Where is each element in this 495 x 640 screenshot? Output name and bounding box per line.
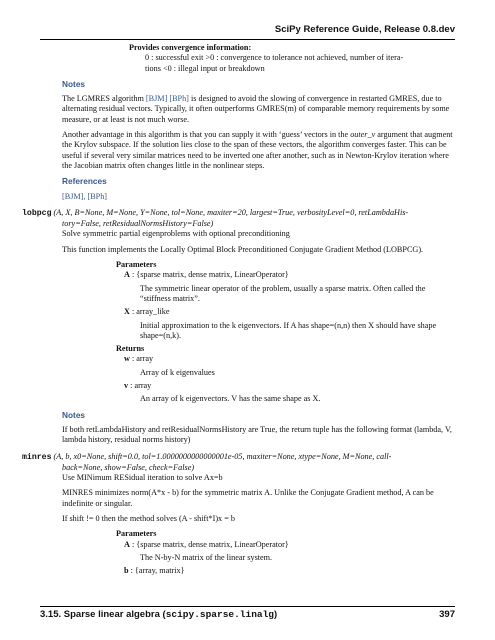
param-a-desc: The N-by-N matrix of the linear system. xyxy=(140,552,273,562)
footer-module-name: scipy.sparse.linalg xyxy=(165,609,275,620)
references-heading: References xyxy=(62,176,107,187)
outer-v-arg: outer_v xyxy=(350,130,376,140)
text: argument that augment the Krylov subspace. If the solution lies close to the span of these vectors, the algorithm converges faster. This can be useful if several very similar matrices need to be inverted one after another, such as in Newton-Krylov iteration where the Jacobian matrix often changes little in the nonlinear steps. xyxy=(62,130,453,170)
param-name: A xyxy=(124,539,130,549)
return-v-desc: An array of k eigenvectors. V has the same shape as X. xyxy=(140,394,321,404)
convergence-heading: Provides convergence information: xyxy=(129,43,252,52)
citation-links[interactable]: [BJM] [BPh] xyxy=(145,94,189,104)
convergence-line-2: tions <0 : illegal input or breakdown xyxy=(145,63,265,73)
returns-heading: Returns xyxy=(116,344,145,354)
lobpcg-notes-heading: Notes xyxy=(62,409,86,420)
param-b xyxy=(116,566,455,576)
return-v xyxy=(116,381,455,391)
notes-heading-1: Notes xyxy=(62,78,86,89)
reference-links[interactable]: [BJM], [BPh] xyxy=(62,191,108,201)
lobpcg-args: (A, X, B=None, M=None, Y=None, tol=None, maxiter=20, largest=True, verbosityLevel=0, retLambdaHis- xyxy=(53,207,409,217)
minres-function-name[interactable]: minres xyxy=(22,452,52,462)
minres-desc-2: If shift != 0 then the method solves (A - shift*I)x = b xyxy=(62,513,235,523)
lobpcg-function-name[interactable]: lobpcg xyxy=(22,208,52,218)
text: is designed to avoid the slowing of convergence in restarted GMRES, due to alternating residual vectors. Typically, it often outperforms GMRES(m) of comparable memory requirements by some measure, or at least is not much worse. xyxy=(62,94,450,124)
param-type: : array_like xyxy=(129,307,170,317)
footer-section-text: 3.15. Sparse linear algebra ( xyxy=(40,609,166,620)
footer-rule xyxy=(40,606,455,607)
param-name: A xyxy=(124,270,130,280)
footer-section xyxy=(40,609,277,620)
param-type: : {sparse matrix, dense matrix, LinearOperator} xyxy=(129,539,289,549)
param-name: X xyxy=(124,307,130,317)
params-heading: Parameters xyxy=(116,529,157,539)
page-content xyxy=(22,43,455,576)
param-type: : {sparse matrix, dense matrix, LinearOperator} xyxy=(129,270,289,280)
lgmres-notes-p2 xyxy=(62,130,455,171)
param-name: b xyxy=(124,566,129,576)
text: Another advantage in this algorithm is that you can supply it with ‘guess’ vectors in the xyxy=(62,130,351,140)
param-x xyxy=(116,307,455,317)
lobpcg-args-cont: tory=False, retResidualNormsHistory=False) xyxy=(62,219,214,229)
return-type: : array xyxy=(129,354,154,364)
return-w xyxy=(116,354,455,364)
minres-signature xyxy=(22,452,455,474)
page-footer xyxy=(40,609,455,620)
page-number: 397 xyxy=(439,609,455,620)
lobpcg-description: This function implements the Locally Optimal Block Preconditioned Conjugate Gradient Method (LOBPCG). xyxy=(62,244,424,254)
convergence-line-1: 0 : successful exit >0 : convergence to tolerance not achieved, number of itera- xyxy=(145,53,404,63)
header-rule xyxy=(40,39,455,40)
minres-desc-1: MINRES minimizes norm(A*x - b) for the symmetric matrix A. Unlike the Conjugate Gradient method, A can be indefinite or singular. xyxy=(62,488,434,508)
param-a-desc: The symmetric linear operator of the problem, usually a sparse matrix. Often called the “stiffness matrix”. xyxy=(140,283,426,303)
param-type: : {array, matrix} xyxy=(128,566,185,576)
running-header: SciPy Reference Guide, Release 0.8.dev xyxy=(274,24,455,35)
lobpcg-summary: Solve symmetric partial eigenproblems with optional preconditioning xyxy=(62,229,290,239)
minres-args-cont: back=None, show=False, check=False) xyxy=(62,462,195,472)
params-heading: Parameters xyxy=(116,260,157,270)
lobpcg-notes: If both retLambdaHistory and retResidualNormsHistory are True, the return tuple has the following format (lambda, V, lambda history, residual norms history) xyxy=(62,424,452,445)
param-x-desc: Initial approximation to the k eigenvectors. If A has shape=(n,n) then X should have shape shape=(n,k). xyxy=(140,320,437,340)
minres-summary: Use MINimum RESidual iteration to solve Ax=b xyxy=(62,473,223,483)
text: The LGMRES algorithm xyxy=(62,94,146,104)
return-w-desc: Array of k eigenvalues xyxy=(140,367,215,377)
convergence-info xyxy=(62,43,455,74)
lgmres-notes-p1 xyxy=(62,94,455,125)
param-a xyxy=(116,270,455,280)
lobpcg-signature xyxy=(22,208,455,230)
minres-args: (A, b, x0=None, shift=0.0, tol=1.0000000000000001e-05, maxiter=None, xtype=None, M=None, call- xyxy=(53,451,392,461)
param-a xyxy=(116,540,455,550)
footer-section-text: ) xyxy=(274,609,278,620)
return-name: v xyxy=(124,381,129,391)
lobpcg-params xyxy=(62,260,455,405)
return-name: w xyxy=(124,354,130,364)
minres-params xyxy=(62,529,455,576)
return-type: : array xyxy=(128,381,152,391)
